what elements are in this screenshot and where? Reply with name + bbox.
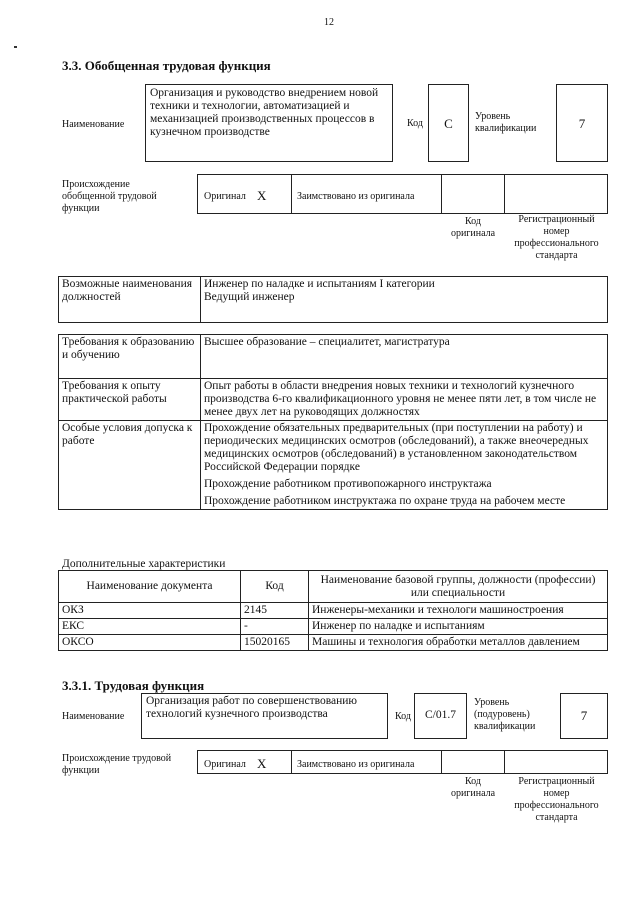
requirement-paragraph: Прохождение работником противопожарного инструктажа bbox=[204, 478, 492, 490]
sub-reg-number-label: Регистрационный номер профессионального стандарта bbox=[514, 776, 599, 823]
original-label: Оригинал bbox=[204, 191, 246, 202]
sub-origin-divider-1 bbox=[291, 751, 292, 773]
level-label: Уровень квалификации bbox=[475, 111, 537, 134]
page-number: 12 bbox=[324, 17, 334, 28]
requirement-row bbox=[59, 379, 608, 421]
function-name-value: Организация и руководство внедрением новой техники и технологии, автоматизацией и механизацией производственных процессов в кузнечном производстве bbox=[150, 87, 379, 138]
position-item: Инженер по наладке и испытаниям I категории bbox=[204, 278, 435, 290]
function-name-box bbox=[145, 84, 393, 162]
cell-doc: ОКСО bbox=[59, 635, 241, 651]
stray-mark bbox=[14, 46, 17, 48]
sub-origin-divider-3 bbox=[504, 751, 505, 773]
requirement-row bbox=[59, 335, 608, 379]
sub-origin-box bbox=[197, 750, 608, 774]
code-value: C bbox=[444, 116, 453, 131]
section-title: 3.3. Обобщенная трудовая функция bbox=[62, 58, 271, 73]
table-row bbox=[59, 619, 608, 635]
additional-title: Дополнительные характеристики bbox=[62, 558, 226, 570]
requirement-value bbox=[201, 421, 608, 510]
positions-row bbox=[59, 277, 608, 323]
cell-group: Машины и технология обработки металлов давлением bbox=[309, 635, 608, 651]
sub-original-mark: X bbox=[257, 756, 267, 771]
requirement-value bbox=[201, 335, 608, 379]
cell-code: - bbox=[241, 619, 309, 635]
code-original-label: Код оригинала bbox=[450, 216, 496, 239]
cell-group: Инженеры-механики и технологи машиностроения bbox=[309, 603, 608, 619]
borrowed-label: Заимствовано из оригинала bbox=[297, 191, 415, 202]
position-item: Ведущий инженер bbox=[204, 291, 295, 303]
name-label: Наименование bbox=[62, 119, 125, 130]
sub-original-label: Оригинал bbox=[204, 759, 246, 770]
header-group-name: Наименование базовой группы, должности (профессии) или специальности bbox=[309, 571, 608, 603]
subsection-title: 3.3.1. Трудовая функция bbox=[62, 678, 205, 693]
sub-borrowed-label: Заимствовано из оригинала bbox=[297, 759, 415, 770]
sub-origin-divider-2 bbox=[441, 751, 442, 773]
sub-code-value: C/01.7 bbox=[425, 709, 456, 721]
cell-doc: ОКЗ bbox=[59, 603, 241, 619]
sub-level-label: Уровень (подуровень) квалификации bbox=[474, 697, 536, 732]
sub-name-label: Наименование bbox=[62, 711, 125, 722]
level-box bbox=[556, 84, 608, 162]
origin-box bbox=[197, 174, 608, 214]
positions-values bbox=[201, 277, 608, 323]
sub-level-value: 7 bbox=[580, 708, 588, 723]
original-mark: X bbox=[257, 188, 267, 203]
sub-function-name-value: Организация работ по совершенствованию технологий кузнечного производства bbox=[146, 695, 357, 720]
header-doc-name: Наименование документа bbox=[59, 571, 241, 603]
sub-code-label: Код bbox=[395, 711, 411, 722]
cell-code: 15020165 bbox=[241, 635, 309, 651]
requirement-label: Особые условия допуска к работе bbox=[59, 421, 201, 510]
requirement-label: Требования к образованию и обучению bbox=[59, 335, 201, 379]
requirement-paragraph: Прохождение обязательных предварительных (при поступлении на работу) и периодических медицинских осмотров (обследований), а также внеочередных медицинских осмотров (обследований) в установленном законодательством Российской Федерации порядке bbox=[204, 422, 589, 473]
sub-origin-label: Происхождение трудовой функции bbox=[62, 753, 172, 776]
level-value: 7 bbox=[578, 116, 586, 131]
origin-label: Происхождение обобщенной трудовой функции bbox=[62, 179, 157, 214]
sub-code-box bbox=[414, 693, 467, 739]
requirement-value bbox=[201, 379, 608, 421]
requirements-table bbox=[58, 334, 608, 510]
table-row bbox=[59, 635, 608, 651]
requirement-paragraph: Высшее образование – специалитет, магистратура bbox=[204, 336, 450, 348]
origin-divider-1 bbox=[291, 175, 292, 213]
requirement-paragraph: Опыт работы в области внедрения новых техники и технологий кузнечного производства 6-го квалификационного уровня не менее пяти лет, в том числе не менее двух лет на руководящих должностях bbox=[204, 380, 597, 418]
requirement-row bbox=[59, 421, 608, 510]
requirement-paragraph: Прохождение работником инструктажа по охране труда на рабочем месте bbox=[204, 495, 566, 507]
reg-number-label: Регистрационный номер профессионального стандарта bbox=[514, 214, 599, 261]
additional-header-row bbox=[59, 571, 608, 603]
positions-table bbox=[58, 276, 608, 323]
code-box bbox=[428, 84, 469, 162]
sub-code-original-label: Код оригинала bbox=[450, 776, 496, 799]
additional-table bbox=[58, 570, 608, 651]
cell-group: Инженер по наладке и испытаниям bbox=[309, 619, 608, 635]
code-label: Код bbox=[407, 118, 423, 129]
positions-label: Возможные наименования должностей bbox=[59, 277, 201, 323]
requirement-label: Требования к опыту практической работы bbox=[59, 379, 201, 421]
origin-divider-3 bbox=[504, 175, 505, 213]
origin-divider-2 bbox=[441, 175, 442, 213]
table-row bbox=[59, 603, 608, 619]
header-code: Код bbox=[241, 571, 309, 603]
cell-doc: ЕКС bbox=[59, 619, 241, 635]
cell-code: 2145 bbox=[241, 603, 309, 619]
sub-function-name-box bbox=[141, 693, 388, 739]
sub-level-box bbox=[560, 693, 608, 739]
